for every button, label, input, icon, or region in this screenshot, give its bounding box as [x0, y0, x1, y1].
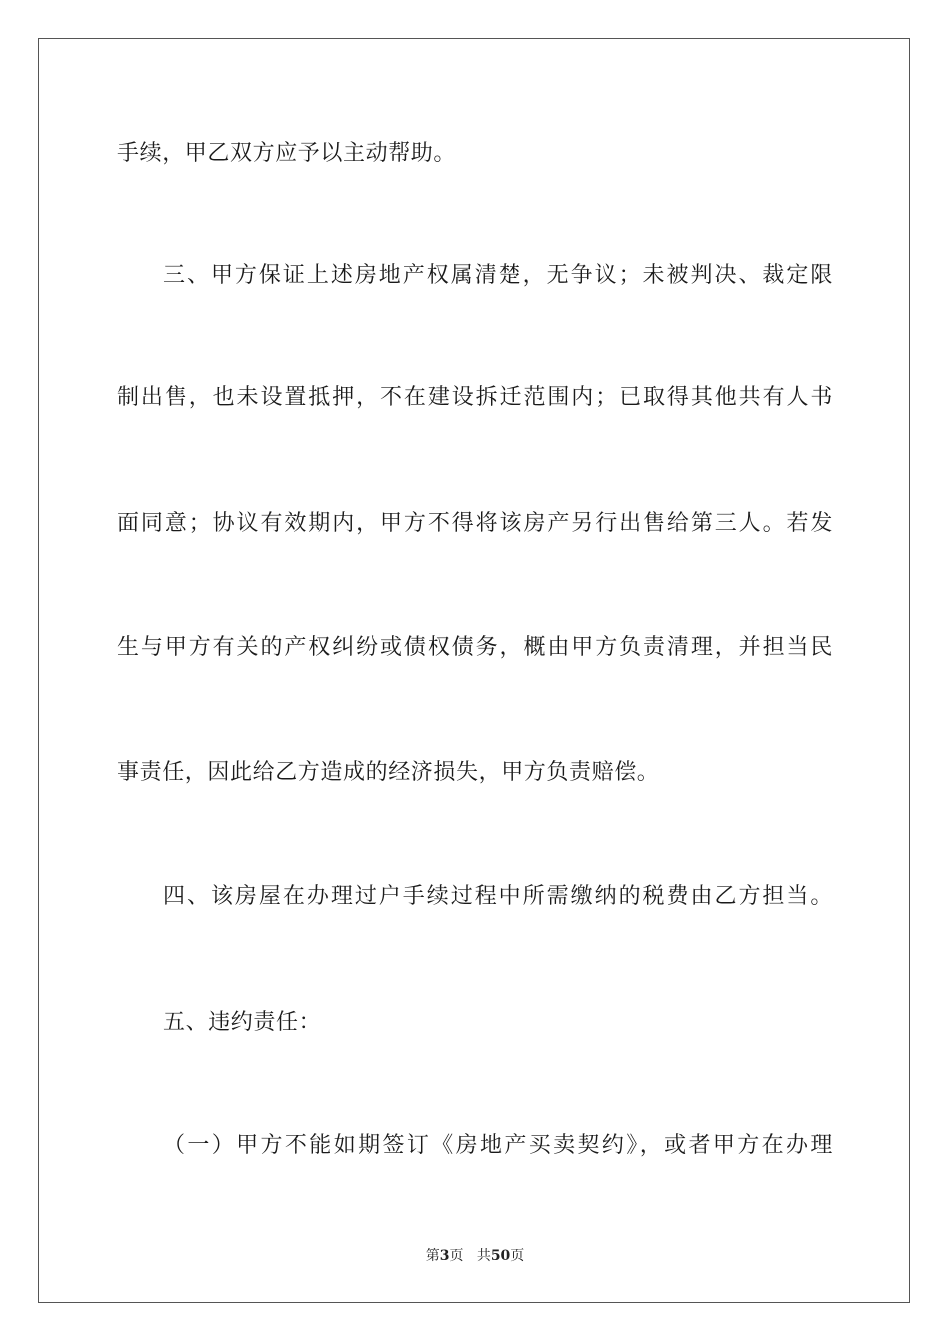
footer-total-suffix: 页	[510, 1248, 525, 1264]
paragraph-line-9: （一）甲方不能如期签订《房地产买卖契约》，或者甲方在办理	[163, 1133, 833, 1158]
paragraph-line-2: 三、甲方保证上述房地产权属清楚，无争议；未被判决、裁定限	[163, 263, 833, 288]
page-footer	[0, 1246, 950, 1266]
paragraph-line-7: 四、该房屋在办理过户手续过程中所需缴纳的税费由乙方担当。	[163, 884, 833, 909]
footer-total-number: 50	[490, 1248, 511, 1264]
page-border	[38, 38, 910, 1303]
footer-page-number: 3	[439, 1248, 450, 1264]
footer-total-prefix: 共	[476, 1248, 491, 1264]
paragraph-line-3: 制出售，也未设置抵押，不在建设拆迁范围内；已取得其他共有人书	[117, 385, 833, 410]
paragraph-line-5: 生与甲方有关的产权纠纷或债权债务，概由甲方负责清理，并担当民	[117, 635, 833, 660]
paragraph-line-8: 五、违约责任：	[163, 1010, 322, 1035]
paragraph-line-4: 面同意；协议有效期内，甲方不得将该房产另行出售给第三人。若发	[117, 511, 833, 536]
paragraph-line-6: 事责任，因此给乙方造成的经济损失，甲方负责赔偿。	[117, 760, 660, 785]
footer-page-prefix: 第	[425, 1248, 440, 1264]
paragraph-line-1: 手续，甲乙双方应予以主动帮助。	[117, 141, 457, 166]
footer-page-suffix: 页	[449, 1248, 464, 1264]
